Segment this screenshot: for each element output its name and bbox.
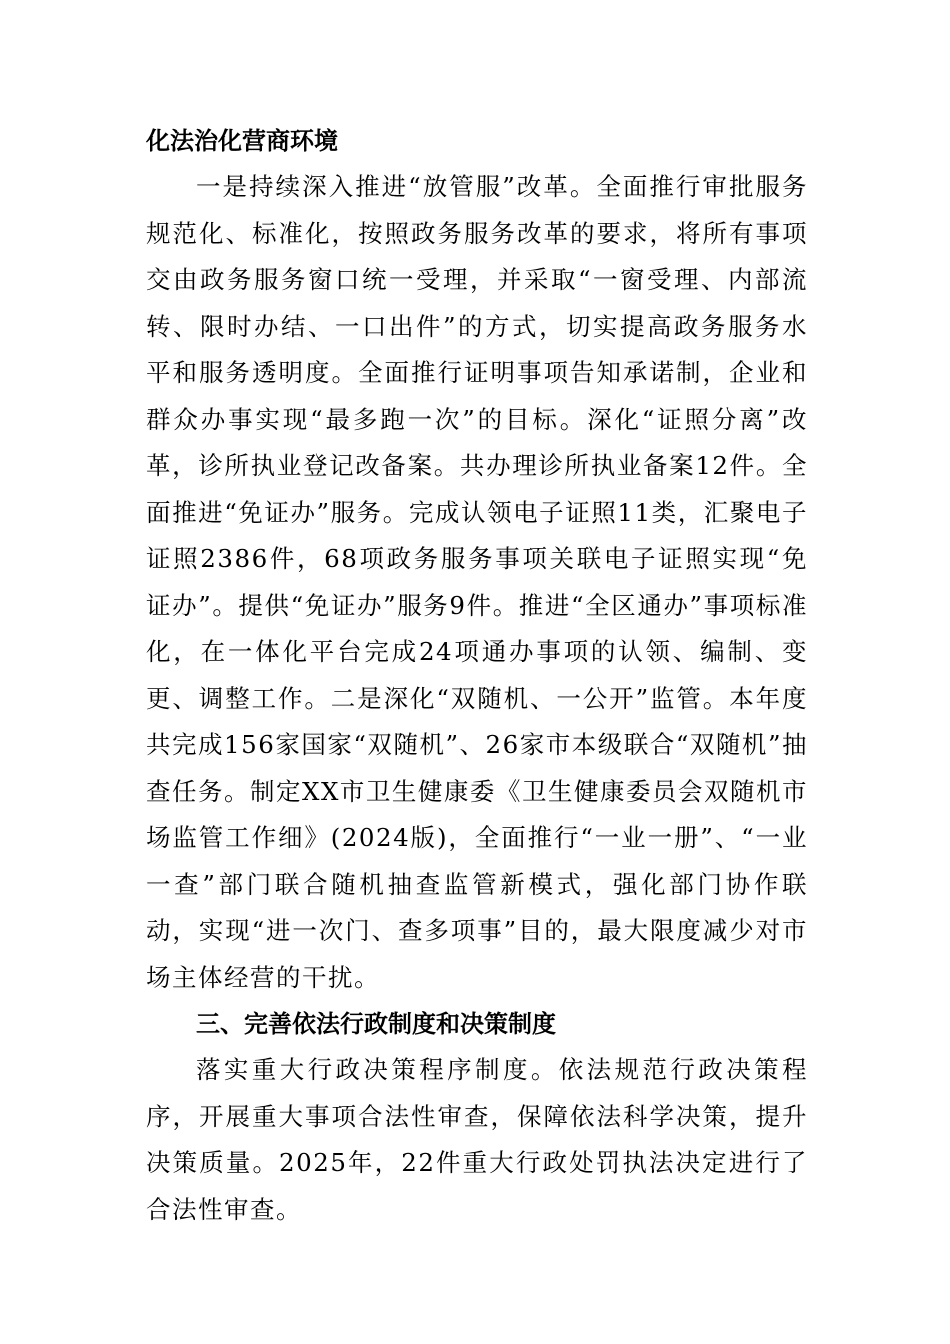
section-heading-legal-business-environment: 化法治化营商环境 [146, 127, 338, 155]
paragraph-major-decision-procedure: 落实重大行政决策程序制度。依法规范行政决策程序，开展重大事项合法性审查，保障依法科学决策，提升决策质量。2025年，22件重大行政处罚执法决定进行了合法性审查。 [146, 1055, 808, 1224]
document-page [146, 118, 808, 1233]
section-heading-administrative-decision-system: 三、完善依法行政制度和决策制度 [196, 1010, 556, 1038]
paragraph-reform-and-supervision: 一是持续深入推进“放管服”改革。全面推行审批服务规范化、标准化，按照政务服务改革的要求，将所有事项交由政务服务窗口统一受理，并采取“一窗受理、内部流转、限时办结、一口出件”的方式，切实提高政务服务水平和服务透明度。全面推行证明事项告知承诺制，企业和群众办事实现“最多跑一次”的目标。深化“证照分离”改革，诊所执业登记改备案。共办理诊所执业备案12件。全面推进“免证办”服务。完成认领电子证照11类，汇聚电子证照2386件，68项政务服务事项关联电子证照实现“免证办”。提供“免证办”服务9件。推进“全区通办”事项标准化，在一体化平台完成24项通办事项的认领、编制、变更、调整工作。二是深化“双随机、一公开”监管。本年度共完成156家国家“双随机”、26家市本级联合“双随机”抽查任务。制定XX市卫生健康委《卫生健康委员会双随机市场监管工作细》(2024版)，全面推行“一业一册”、“一业一查”部门联合随机抽查监管新模式，强化部门协作联动，实现“进一次门、查多项事”目的，最大限度减少对市场主体经营的干扰。 [146, 172, 808, 992]
